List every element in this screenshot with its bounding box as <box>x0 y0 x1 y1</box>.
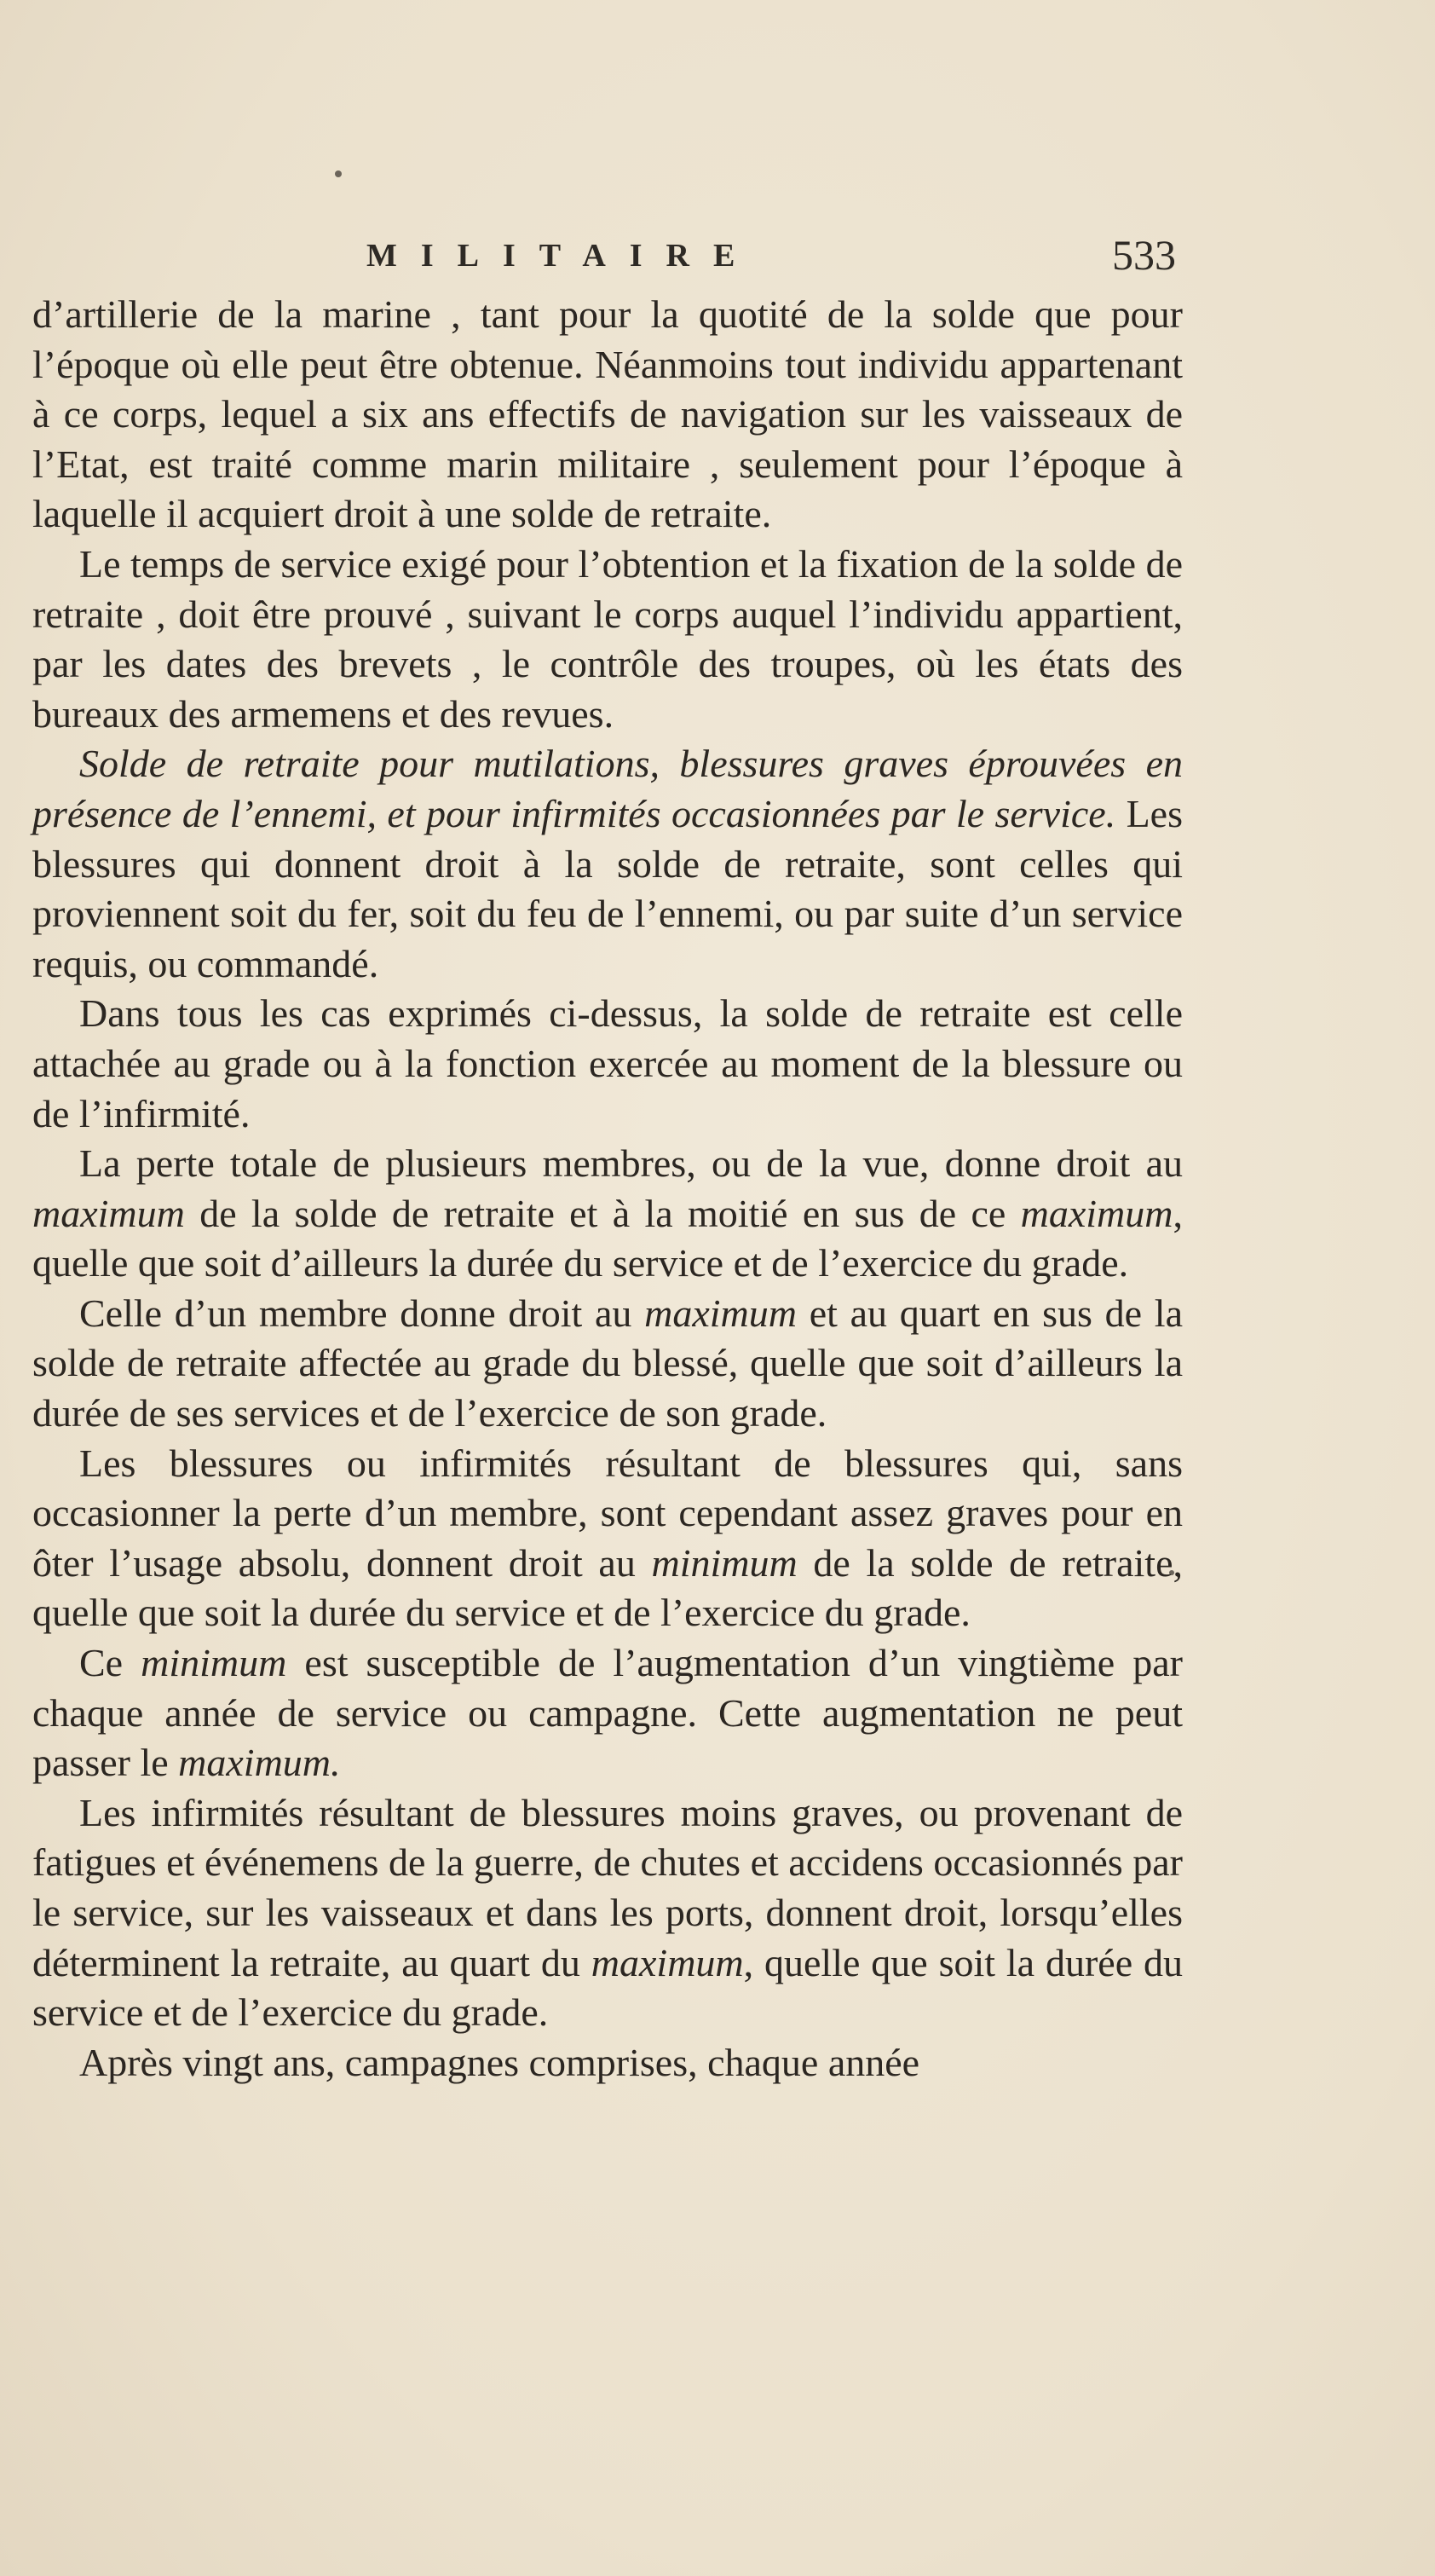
paragraph: Ce minimum est susceptible de l’augmentation d’un vingtième par chaque année de service ou campagne. Cette augmentation ne peut passer le maximum. <box>32 1641 1183 1785</box>
paragraph: Les blessures ou infirmités résultant de blessures qui, sans occasionner la perte d’un membre, sont cependant assez graves pour en ôter l’usage absolu, donnent droit au minimum de la solde de retraite, quelle que soit la durée du service et de l’exercice du grade. <box>32 1441 1183 1635</box>
paragraph: Les infirmités résultant de blessures moins graves, ou provenant de fatigues et événemens de la guerre, de chutes et accidens occasionnés par le service, sur les vaisseaux et dans les ports, donnent droit, lorsqu’elles déterminent la retraite, au quart du maximum, quelle que soit la durée du service et de l’exercice du grade. <box>32 1790 1183 2035</box>
page-header <box>366 230 1176 290</box>
ink-speck <box>335 170 342 177</box>
paragraph: La perte totale de plusieurs membres, ou de la vue, donne droit au maximum de la solde de retraite et à la moitié en sus de ce maximum, quelle que soit d’ailleurs la durée du service et de l’exercice du grade. <box>32 1141 1183 1285</box>
paragraph: Après vingt ans, campagnes comprises, chaque année <box>79 2040 920 2084</box>
paragraph: Solde de retraite pour mutilations, blessures graves éprouvées en présence de l’ennemi, et pour infirmités occasionnées par le service. Les blessures qui donnent droit à la solde de retraite, sont celles qui proviennent soit du fer, soit du feu de l’ennemi, ou par suite d’un service requis, ou commandé. <box>32 742 1183 985</box>
page-number: 533 <box>1112 231 1176 279</box>
paragraph: Celle d’un membre donne droit au maximum et au quart en sus de la solde de retraite affectée au grade du blessé, quelle que soit d’ailleurs la durée de ses services et de l’exercice de son grade. <box>32 1291 1183 1435</box>
running-title: MILITAIRE <box>366 238 759 274</box>
paragraph: Dans tous les cas exprimés ci-dessus, la solde de retraite est celle attachée au grade ou à la fonction exercée au moment de la blessure ou de l’infirmité. <box>32 991 1183 1135</box>
paragraph: Le temps de service exigé pour l’obtention et la fixation de la solde de retraite , doit être prouvé , suivant le corps auquel l’individu appartient, par les dates des brevets , le contrôle des troupes, où les états des bureaux des armemens et des revues. <box>32 541 1183 736</box>
paragraph: d’artillerie de la marine , tant pour la quotité de la solde que pour l’époque où elle peut être obtenue. Néanmoins tout individu appartenant à ce corps, lequel a six ans effectifs de navigation sur les vaisseaux de l’Etat, est traité comme marin militaire , seulement pour l’époque à laquelle il acquiert droit à une solde de retraite. <box>32 292 1183 536</box>
section-heading: Solde de retraite pour mutilations, blessures graves éprouvées en présence de l’ennemi, et pour infirmités occasionnées par le service. <box>32 742 1183 835</box>
page-body-text <box>32 290 1183 2088</box>
